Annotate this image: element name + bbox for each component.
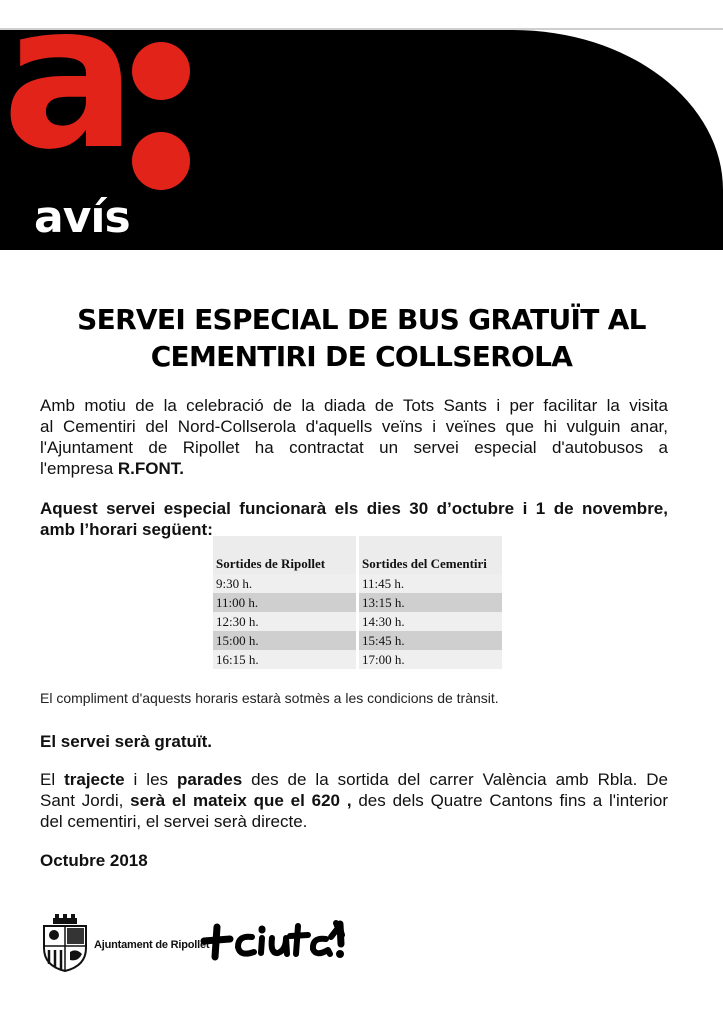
departure-ripollet: 15:00 h. [213, 631, 356, 650]
route-line: del cementiri, el servei serà directe. [40, 812, 308, 831]
traffic-note: El compliment d'aquests horaris estarà sotmès a les condicions de trànsit. [40, 690, 499, 706]
route-line [40, 769, 668, 790]
intro-line-prefix: l'empresa [40, 459, 118, 478]
table-row [213, 574, 502, 593]
free-service-notice: El servei serà gratuït. [40, 732, 212, 751]
schedule-intro-line: Aquest servei especial funcionarà els dies 30 d’octubre i 1 de novembre, [40, 499, 668, 518]
ciutat-slogan-logo [200, 917, 360, 965]
departure-ripollet: 12:30 h. [213, 612, 356, 631]
timetable [210, 536, 505, 669]
route-text: i les [124, 770, 177, 789]
route-bold-trajecte: trajecte [64, 770, 125, 789]
route-bold-parades: parades [177, 770, 243, 789]
company-name: R.FONT. [117, 459, 184, 478]
schedule-intro-line: amb l’horari següent: [40, 520, 213, 539]
departure-cementiri: 13:15 h. [359, 593, 502, 612]
table-row [213, 650, 502, 669]
departure-cementiri: 14:30 h. [359, 612, 502, 631]
intro-line [40, 458, 668, 479]
route-line [40, 790, 668, 811]
route-text: des de la sortida del carrer València amb Rbla. De [242, 770, 668, 789]
route-paragraph [40, 769, 668, 832]
intro-line: al Cementiri del Nord-Collserola d'aquells veïns i veïnes que hi vulguin anar, [40, 417, 668, 436]
departure-ripollet: 11:00 h. [213, 593, 356, 612]
column-header-ripollet: Sortides de Ripollet [213, 554, 356, 574]
logo-colon-dot-icon [132, 42, 190, 100]
schedule-intro [40, 498, 668, 540]
intro-line: Amb motiu de la celebració de la diada de Tots Sants i per facilitar la visita [40, 396, 668, 415]
document-date: Octubre 2018 [40, 851, 148, 870]
table-row [213, 593, 502, 612]
banner-logo-letter: a [2, 30, 131, 194]
intro-line: l'Ajuntament de Ripollet ha contractat un servei especial d'autobusos a [40, 438, 668, 457]
table-row [213, 631, 502, 650]
table-spacer-row [213, 536, 502, 554]
route-text: Sant Jordi, [40, 791, 131, 810]
departure-ripollet: 9:30 h. [213, 574, 356, 593]
municipal-crest-icon [40, 914, 90, 972]
route-bold-620: serà el mateix que el 620 , [130, 791, 352, 810]
page-title-line-1: SERVEI ESPECIAL DE BUS GRATUÏT AL [77, 303, 646, 336]
avis-banner [0, 30, 723, 250]
page-title-line-2: CEMENTIRI DE COLLSEROLA [150, 340, 573, 373]
table-row [213, 612, 502, 631]
departure-cementiri: 17:00 h. [359, 650, 502, 669]
logo-colon-dot-icon [132, 132, 190, 190]
intro-paragraph [40, 395, 668, 479]
route-text: El [40, 770, 65, 789]
ajuntament-name: Ajuntament de Ripollet [94, 939, 210, 951]
column-header-cementiri: Sortides del Cementiri [359, 554, 502, 574]
route-text: des dels Quatre Cantons fins a l'interior [351, 791, 668, 810]
departure-cementiri: 15:45 h. [359, 631, 502, 650]
banner-label: avís [34, 192, 130, 243]
departure-cementiri: 11:45 h. [359, 574, 502, 593]
table-header-row [213, 554, 502, 574]
departure-ripollet: 16:15 h. [213, 650, 356, 669]
